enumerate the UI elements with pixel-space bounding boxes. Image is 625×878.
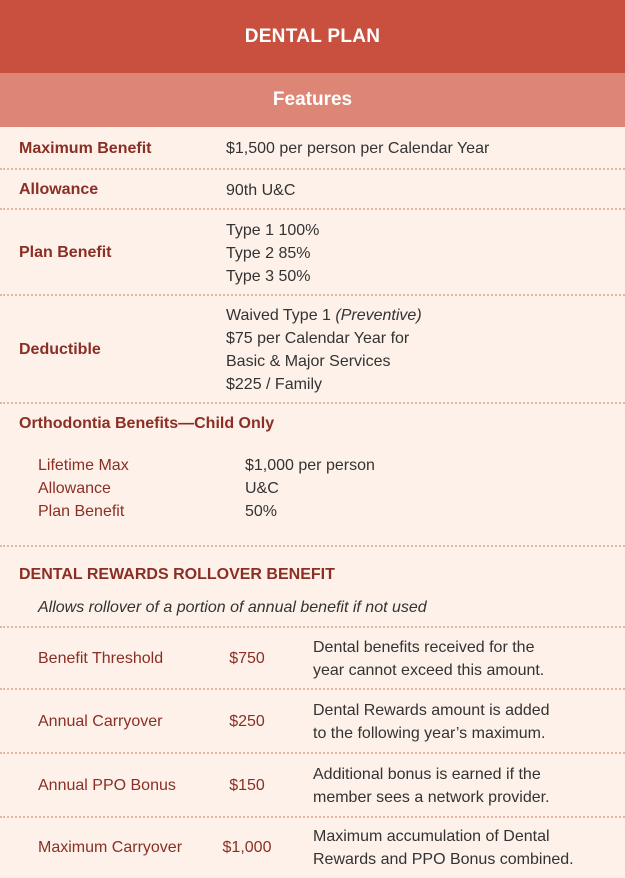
rollover-description [313, 825, 574, 871]
max-benefit-row [0, 127, 625, 170]
ortho-values [245, 454, 375, 523]
rollover-amount: $150 [229, 777, 265, 794]
ortho-heading-row [0, 404, 625, 444]
ortho-heading: Orthodontia Benefits—Child Only [19, 415, 275, 432]
rollover-row [0, 690, 625, 754]
rollover-label: Benefit Threshold [38, 650, 164, 667]
ortho-section [0, 444, 625, 547]
rollover-desc-line: to the following year’s maximum. [313, 725, 546, 742]
allowance-row [0, 170, 625, 210]
rollover-desc-line: Dental Rewards amount is added [313, 702, 550, 719]
plan-benefit-values [226, 219, 319, 288]
ortho-labels [0, 454, 245, 523]
deductible-label: Deductible [19, 341, 101, 358]
plan-benefit-label: Plan Benefit [19, 244, 112, 261]
rollover-amount: $250 [229, 713, 265, 730]
rollover-description [313, 699, 550, 745]
deductible-preventive-note: (Preventive) [335, 307, 422, 324]
rollover-description [313, 763, 550, 809]
rollover-note: Allows rollover of a portion of annual benefit if not used [38, 599, 427, 616]
ortho-item-label: Allowance [38, 480, 111, 497]
rollover-label: Maximum Carryover [38, 839, 183, 856]
plan-benefit-line: Type 1 100% [226, 221, 320, 239]
plan-benefit-line: Type 2 85% [226, 244, 311, 262]
rollover-note-row [0, 588, 625, 628]
rollover-desc-line: member sees a network provider. [313, 789, 550, 806]
rollover-label: Annual PPO Bonus [38, 777, 176, 794]
rollover-desc-line: Dental benefits received for the [313, 639, 535, 656]
rollover-desc-line: Rewards and PPO Bonus combined. [313, 851, 574, 868]
rollover-description [313, 636, 544, 682]
features-header: Features [0, 73, 625, 127]
deductible-line: $75 per Calendar Year for [226, 330, 410, 347]
ortho-item-label: Plan Benefit [38, 503, 125, 520]
rollover-desc-line: year cannot exceed this amount. [313, 662, 545, 679]
ortho-list [0, 444, 375, 523]
rollover-row [0, 754, 625, 818]
rollover-amount: $750 [229, 650, 265, 667]
allowance-value: 90th U&C [226, 181, 296, 199]
rollover-heading-row [0, 547, 625, 588]
rollover-amount: $1,000 [222, 839, 272, 856]
ortho-item-value: $1,000 per person [245, 457, 375, 474]
plan-benefit-row [0, 210, 625, 296]
deductible-line: $225 / Family [226, 376, 323, 393]
deductible-values [226, 304, 422, 396]
ortho-item-value: 50% [245, 503, 278, 520]
rollover-desc-line: Maximum accumulation of Dental [313, 828, 550, 845]
max-benefit-value: $1,500 per person per Calendar Year [226, 140, 490, 157]
deductible-row [0, 296, 625, 404]
rollover-heading: DENTAL REWARDS ROLLOVER BENEFIT [19, 566, 335, 583]
plan-benefit-line: Type 3 50% [226, 267, 311, 285]
allowance-label: Allowance [19, 181, 99, 198]
ortho-item-label: Lifetime Max [38, 457, 129, 474]
ortho-item-value: U&C [245, 480, 279, 497]
deductible-line [226, 304, 422, 327]
rollover-row [0, 818, 625, 878]
page-title: DENTAL PLAN [0, 0, 625, 73]
max-benefit-label: Maximum Benefit [19, 139, 152, 157]
rollover-label: Annual Carryover [38, 713, 163, 730]
rollover-desc-line: Additional bonus is earned if the [313, 766, 541, 783]
rollover-row [0, 628, 625, 690]
deductible-line: Basic & Major Services [226, 353, 391, 370]
deductible-waived-text: Waived Type 1 [226, 307, 336, 324]
